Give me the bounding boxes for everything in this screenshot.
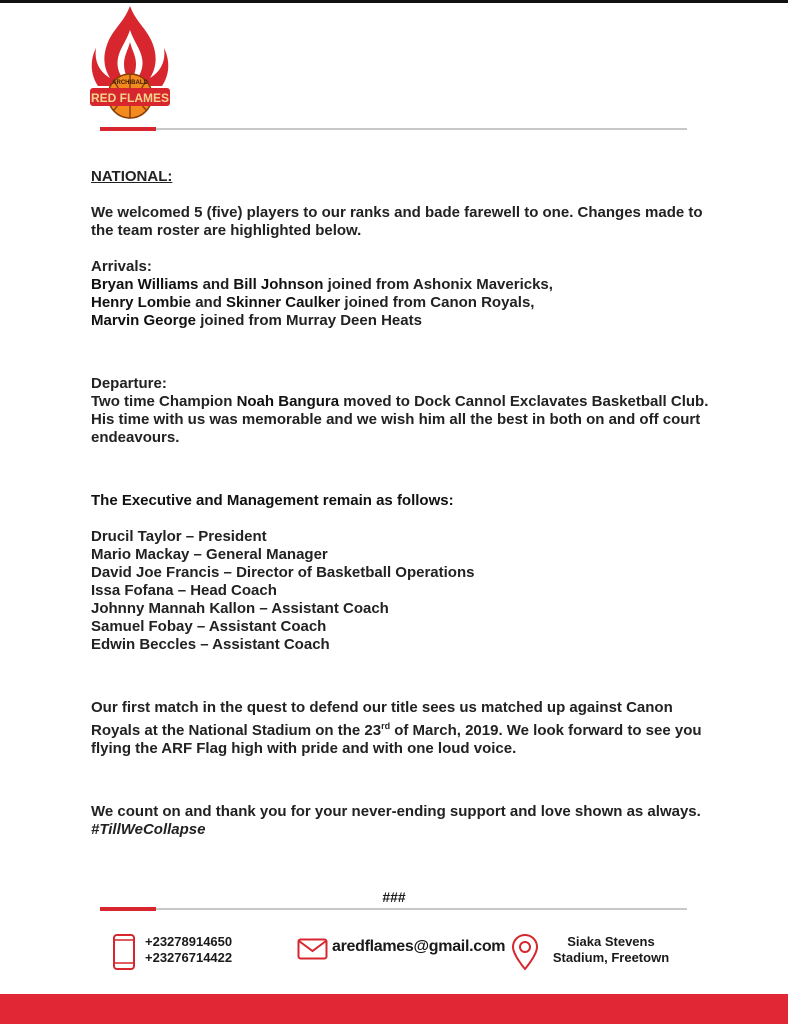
header-divider-accent [100, 127, 156, 131]
red-flames-logo [84, 2, 176, 124]
address-line: Siaka Stevens [567, 934, 655, 949]
contact-footer [0, 928, 788, 978]
player-name: Bill Johnson [233, 276, 324, 293]
phone-number[interactable]: +23276714422 [145, 950, 233, 965]
departure-label: Departure: [91, 375, 167, 392]
staff-item: Issa Fofana – Head Coach [91, 582, 277, 599]
email-link[interactable]: aredflames@gmail.com [332, 938, 506, 955]
footer-divider-accent [100, 907, 156, 911]
arrivals-label: Arrivals: [91, 258, 152, 275]
location-pin-icon [510, 933, 540, 971]
player-name: Skinner Caulker [226, 294, 341, 311]
arrival-line: Henry Lombie and Skinner Caulker joined from Canon Royals, [91, 294, 535, 311]
end-mark: ### [382, 889, 406, 905]
closing-paragraph: We count on and thank you for your never-ending support and love shown as always. #TillWeCollapse [91, 803, 701, 838]
hashtag: #TillWeCollapse [91, 821, 206, 838]
player-name: Noah Bangura [236, 393, 340, 410]
match-paragraph: Our first match in the quest to defend our title sees us matched up against Canon Royals at the National Stadium on the 23rd of March, 2019. We look forward to see you flying the ARF Flag high with pride and with one loud voice. [91, 699, 702, 757]
staff-item: David Joe Francis – Director of Basketball Operations [91, 564, 475, 581]
phone-numbers [145, 934, 232, 966]
staff-item: Johnny Mannah Kallon – Assistant Coach [91, 600, 389, 617]
bottom-red-band [0, 994, 788, 1024]
letter-body [91, 168, 711, 839]
player-name: Bryan Williams [91, 276, 199, 293]
address-line: Stadium, Freetown [552, 950, 670, 965]
player-name: Marvin George [91, 312, 197, 329]
header-divider [100, 128, 687, 130]
player-name: Henry Lombie [91, 294, 192, 311]
phone-number[interactable]: +23278914650 [145, 934, 233, 949]
address [538, 934, 684, 966]
section-heading: NATIONAL: [91, 168, 173, 185]
arrival-line: Bryan Williams and Bill Johnson joined from Ashonix Mavericks, [91, 276, 553, 293]
phone-icon [112, 934, 136, 970]
staff-item: Mario Mackay – General Manager [91, 546, 328, 563]
intro-paragraph: We welcomed 5 (five) players to our ranks and bade farewell to one. Changes made to the team roster are highlighted below. [91, 204, 703, 239]
staff-item: Samuel Fobay – Assistant Coach [91, 618, 327, 635]
staff-item: Drucil Taylor – President [91, 528, 267, 545]
arrival-line: Marvin George joined from Murray Deen Heats [91, 312, 422, 329]
logo-main-text: RED FLAMES [91, 91, 169, 105]
staff-item: Edwin Beccles – Assistant Coach [91, 636, 330, 653]
envelope-icon [297, 938, 328, 960]
logo-top-text: ARCHIBALD [112, 80, 148, 86]
departure-paragraph: Two time Champion Noah Bangura moved to Dock Cannol Exclavates Basketball Club. His time with us was memorable and we wish him all the best in both on and off court endeavours. [91, 393, 709, 446]
executive-heading: The Executive and Management remain as follows: [91, 492, 454, 509]
footer-divider [100, 908, 687, 910]
